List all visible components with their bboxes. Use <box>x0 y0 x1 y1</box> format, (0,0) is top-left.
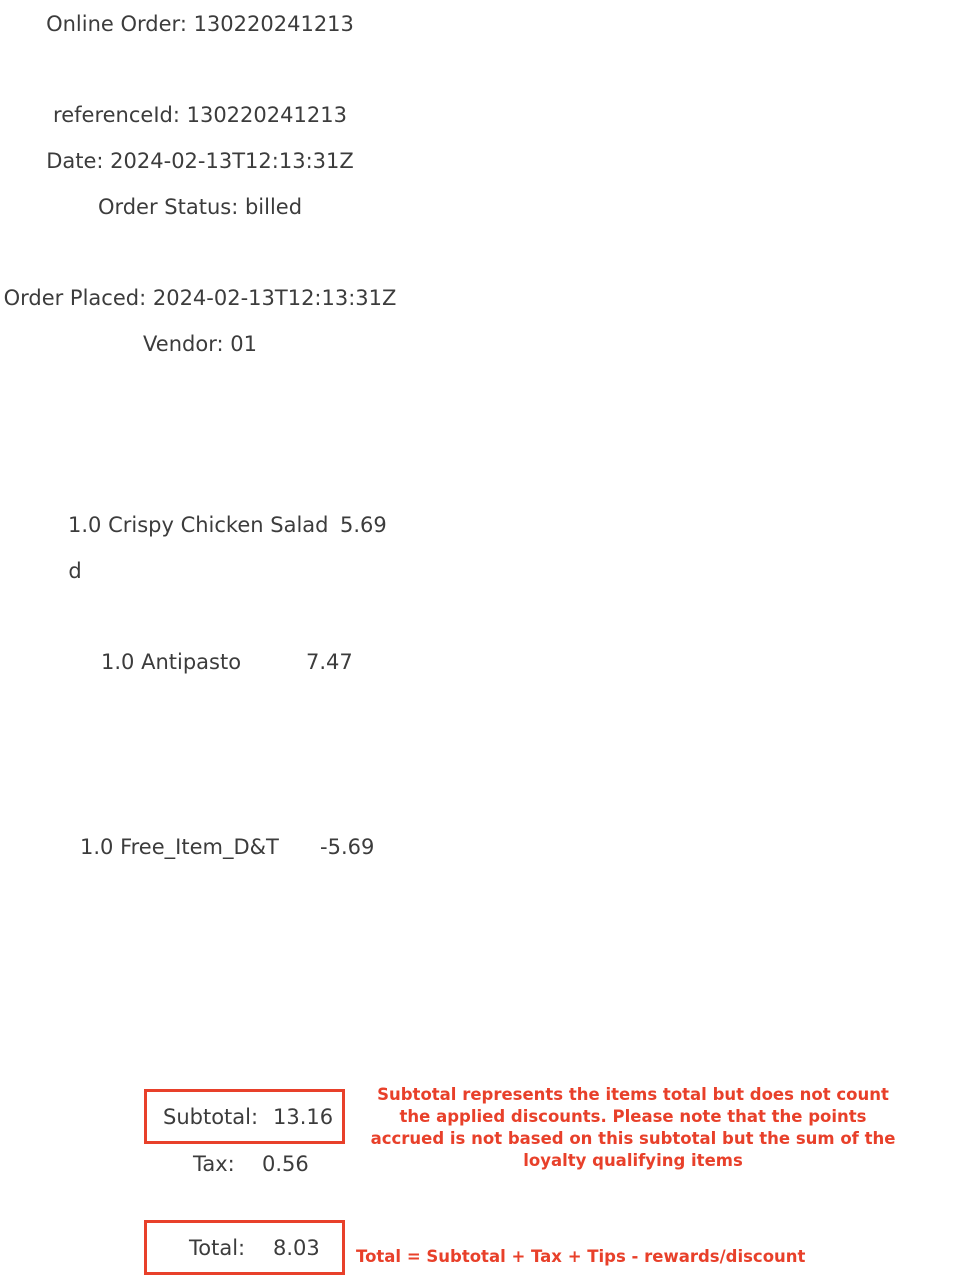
order-placed: Order Placed: 2024-02-13T12:13:31Z <box>3 286 397 310</box>
line-item-price: 7.47 <box>306 650 353 674</box>
line-item-modifier: d <box>68 559 82 583</box>
total-label: Total: <box>189 1236 246 1260</box>
reference-id: referenceId: 130220241213 <box>53 103 347 127</box>
order-title: Online Order: 130220241213 <box>46 12 354 36</box>
line-item-name: 1.0 Crispy Chicken Salad <box>68 513 329 537</box>
total-value: 8.03 <box>273 1236 320 1260</box>
subtotal-highlight-box <box>144 1089 345 1144</box>
vendor: Vendor: 01 <box>143 332 257 356</box>
total-annotation: Total = Subtotal + Tax + Tips - rewards/discount <box>356 1247 806 1266</box>
tax-label: Tax: <box>193 1152 235 1176</box>
line-item-price: -5.69 <box>320 835 375 859</box>
subtotal-label: Subtotal: <box>163 1105 259 1129</box>
subtotal-value: 13.16 <box>273 1105 334 1129</box>
receipt-panel <box>0 0 400 1284</box>
total-highlight-box <box>144 1220 345 1275</box>
subtotal-annotation: Subtotal represents the items total but does not count the applied discounts. Please note that the points accrued is not based on this subtotal but the sum of the loyalty qualifying items <box>370 1085 896 1170</box>
line-item-name: 1.0 Free_Item_D&T <box>80 835 279 859</box>
line-item-price: 5.69 <box>340 513 387 537</box>
order-status: Order Status: billed <box>97 195 303 219</box>
tax-value: 0.56 <box>262 1152 309 1176</box>
order-date: Date: 2024-02-13T12:13:31Z <box>46 149 354 173</box>
line-item-name: 1.0 Antipasto <box>101 650 242 674</box>
